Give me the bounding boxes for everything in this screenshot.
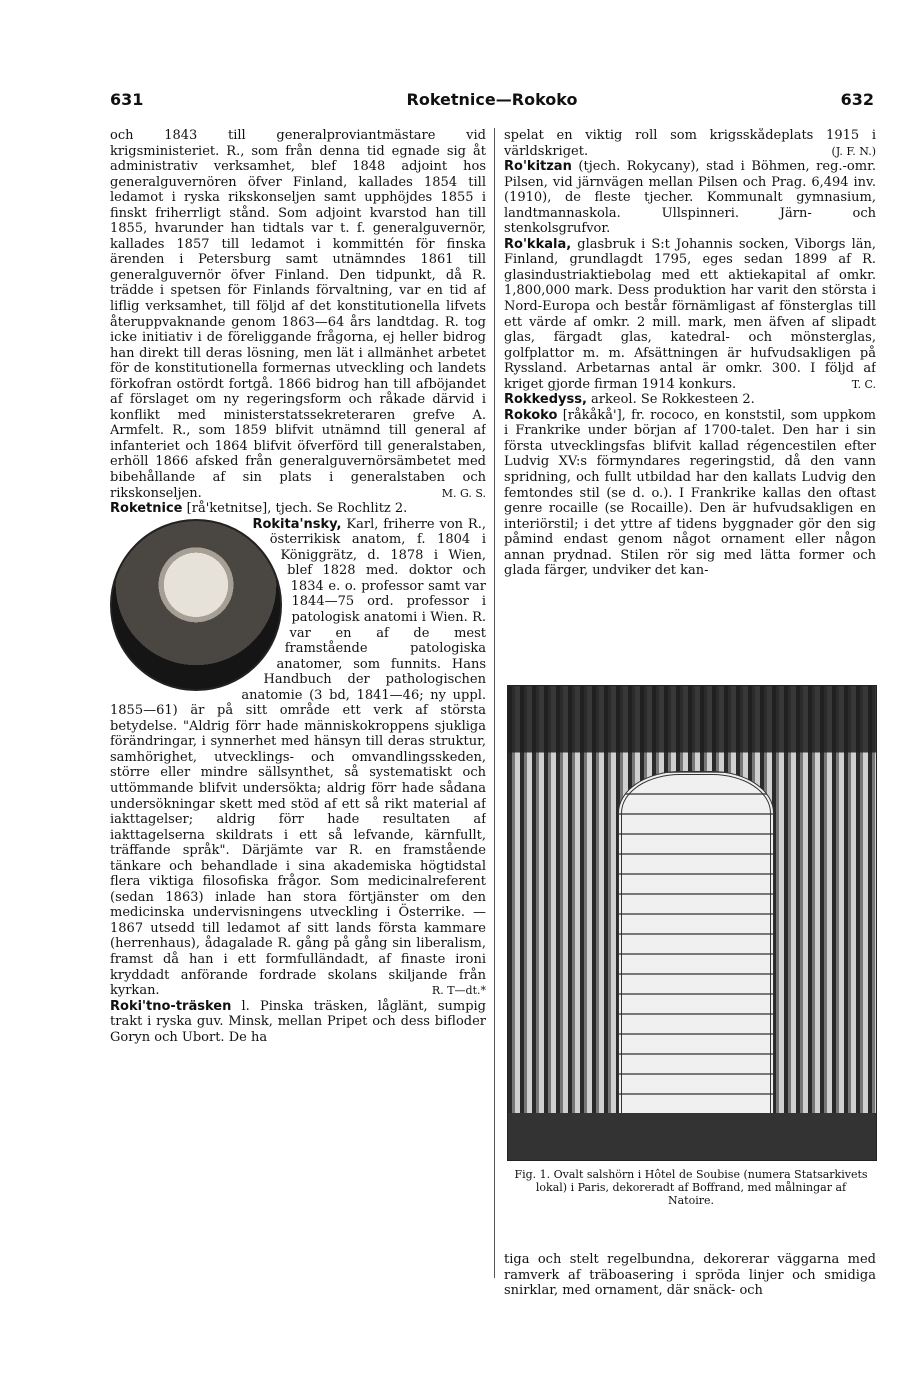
entry-rokkedyss bbox=[504, 392, 876, 408]
entry-text: arkeol. Se Rokkesteen 2. bbox=[591, 392, 755, 408]
entry-text: Karl, friherre von R., österrikisk anatom, f. 1804 i Königgrätz, d. 1878 i Wien, blef 1828 med. doktor och 1834 e. o. professor samt var 1844—75 ord. professor i patologisk anatomi i Wien. R. var en af de mest framstående patologiska anatomer, som funnits. Hans Handbuch der pathologischen anatomie (3 bd, 1841—46; ny uppl. 1855—61) är på sitt område ett verk af största betydelse. "Aldrig förr hade människokroppens sjukliga förändringar, i synnerhet med hänsyn till deras struktur, samhörighet, utvecklings- och omvandlingsskeden, större eller mindre sällsynthet, så systematiskt och uttömmande blifvit undersökta; aldrig förr hade sådana undersökningar skett med stöd af ett så rikt material af iakttagelser; aldrig förr hade resultaten af iakttagelserna skildrats i ett så lefvande, kärnfullt, träffande språk". Därjämte var R. en framstående tänkare och behandlade i sina akademiska högtidstal flera viktiga filosofiska frågor. Som medicinalreferent (sedan 1863) inlade han stora förtjänster om den medicinska undervisningens utveckling i Österrike. — 1867 utsedd till ledamot af sitt lands första kammare (herrenhaus), ådagalade R. gång på gång sin liberalism, framst då han i ett formfulländadt, af finaste ironi kryddadt anförande fordrade skolans skiljande från kyrkan. bbox=[110, 516, 486, 999]
right-column bbox=[504, 128, 876, 658]
headword-rokitzan: Ro'kitzan bbox=[504, 159, 572, 175]
entry-text: och 1843 till generalproviantmästare vid krigsministeriet. R., som från denna tid egnade sig åt administrativ verksamhet, blef 1848 adjoint hos generalguvernören öfver Finland, kallades 1854 till ledamot i ryska rikskonseljen samt upphöjdes 1855 i finskt friherrligt stånd. Som adjoint kvarstod han till 1855, hvarunder han tidtals var t. f. generalguvernör, kallades 1857 till ledamot i kommittén för finska ärenden i Petersburg samt utnämndes 1861 till generalguvernör öfver Finland. Den tidpunkt, då R. trädde i spetsen för Finlands förvaltning, var en tid af liflig verksamhet, till följd af det konstitutionella lifvets återuppvaknande genom 1863—64 års landtdag. R. tog icke initiativ i de föreliggande frågorna, ej heller bidrog han direkt till deras lösning, men lät i allmänhet arbetet för de konstitutionella formernas utveckling och landets förkofran ostördt fortgå. 1866 bidrog han till afböjandet af förslaget om ny regeringsform och råkade därvid i konflikt med ministerstatssekreteraren grefve A. Armfelt. R., som 1859 blifvit utnämnd till general af infanteriet och 1864 blifvit öfverförd till generalstaben, erhöll 1866 afsked från generalguvernörsämbetet med bibehållande af sin plats i generalstaben och rikskonseljen. bbox=[110, 128, 486, 501]
figure-caption: Fig. 1. Ovalt salshörn i Hôtel de Soubise (numera Statsarkivets lokal) i Paris, dekoreradt af Boffrand, med målningar af Natoire. bbox=[514, 1168, 868, 1207]
page-number-left: 631 bbox=[110, 90, 144, 109]
author-signature: R. T—dt.* bbox=[431, 984, 486, 998]
figure-door bbox=[618, 771, 773, 1120]
author-signature: M. G. S. bbox=[441, 486, 486, 500]
headword-rokitno: Roki'tno-träsken bbox=[110, 998, 232, 1014]
figure-floor bbox=[508, 1113, 876, 1160]
entry-continuation bbox=[504, 128, 876, 159]
entry-rokoko bbox=[504, 408, 876, 579]
entry-rokitansky bbox=[110, 517, 486, 999]
entry-text: glasbruk i S:t Johannis socken, Viborgs län, Finland, grundlagdt 1795, eges sedan 1899 af R. glasindustriaktiebolag med ett aktiekapital af omkr. 1,800,000 mark. Dess produktion har varit den största i Nord-Europa och består förnämligast af fönsterglas till ett värde af omkr. 2 mill. mark, men äfven af slipadt glas, färgadt glas, katedral- och mönsterglas, golfplattor m. m. Afsättningen är hufvudsakligen på Ryssland. Arbetarnas antal är omkr. 300. I följd af kriget gjorde firman 1914 konkurs. bbox=[504, 236, 876, 392]
running-title: Roketnice—Rokoko bbox=[406, 90, 578, 109]
headword-roketnice: Roketnice bbox=[110, 501, 183, 517]
entry-text: [rå'ketnitse], tjech. Se Rochlitz 2. bbox=[186, 501, 408, 517]
author-signature: T. C. bbox=[851, 377, 876, 391]
right-column-bottom bbox=[504, 1252, 876, 1312]
column-divider bbox=[494, 128, 495, 1278]
entry-text: (tjech. Rokycany), stad i Böhmen, reg.-omr. Pilsen, vid järnvägen mellan Pilsen och Prag. 6,494 inv. (1910), de fleste tjecher. Kommunalt gymnasium, landtmannaskola. Ullspinneri. Järn- och stenkolsgrufvor. bbox=[504, 159, 876, 237]
entry-text: [råkåkå'], fr. rococo, en konststil, som uppkom i Frankrike under början af 1700-talet. Den har i sin första utvecklingsfas blifvit kallad régencestilen efter Ludvig XV:s förmyndares regeringstid, då den vann spridning, och fullt utbildad har den kallats Ludvig den femtondes stil (se d. o.). I Frankrike kallas den oftast genre rocaille (se Rocaille). Den är hufvudsakligen en interiörstil; i det yttre af tidens byggnader gör den sig påmind endast genom något ornament eller någon annan prydnad. Stilen rör sig med lätta former och glada färger, undviker det kan- bbox=[504, 407, 876, 579]
entry-rokitno bbox=[110, 999, 486, 1046]
left-column bbox=[110, 128, 486, 1298]
figure-rococo-interior bbox=[507, 685, 877, 1161]
page-number-right: 632 bbox=[840, 90, 874, 109]
headword-rokkedyss: Rokkedyss, bbox=[504, 392, 587, 408]
portrait-rokitansky bbox=[110, 519, 286, 695]
entry-rokoko-continued: tiga och stelt regelbundna, dekorerar väggarna med ramverk af träboasering i spröda linjer och smidiga snirklar, med ornament, där snäck- och bbox=[504, 1252, 876, 1299]
portrait-image bbox=[110, 519, 282, 691]
entry-text: spelat en viktig roll som krigsskådeplats 1915 i världskriget. bbox=[504, 128, 876, 159]
entry-continuation bbox=[110, 128, 486, 501]
author-signature: (J. F. N.) bbox=[831, 144, 876, 158]
headword-rokkala: Ro'kkala, bbox=[504, 236, 572, 252]
entry-roketnice bbox=[110, 501, 486, 517]
headword-rokitansky: Rokita'nsky, bbox=[252, 516, 342, 532]
entry-rokkala bbox=[504, 237, 876, 392]
entry-text: l. Pinska träsken, låglänt, sumpig trakt i ryska guv. Minsk, mellan Pripet och dess bifloder Goryn och Ubort. De ha bbox=[110, 998, 486, 1045]
running-header bbox=[110, 90, 874, 116]
entry-rokitzan bbox=[504, 159, 876, 237]
headword-rokoko: Rokoko bbox=[504, 407, 558, 423]
